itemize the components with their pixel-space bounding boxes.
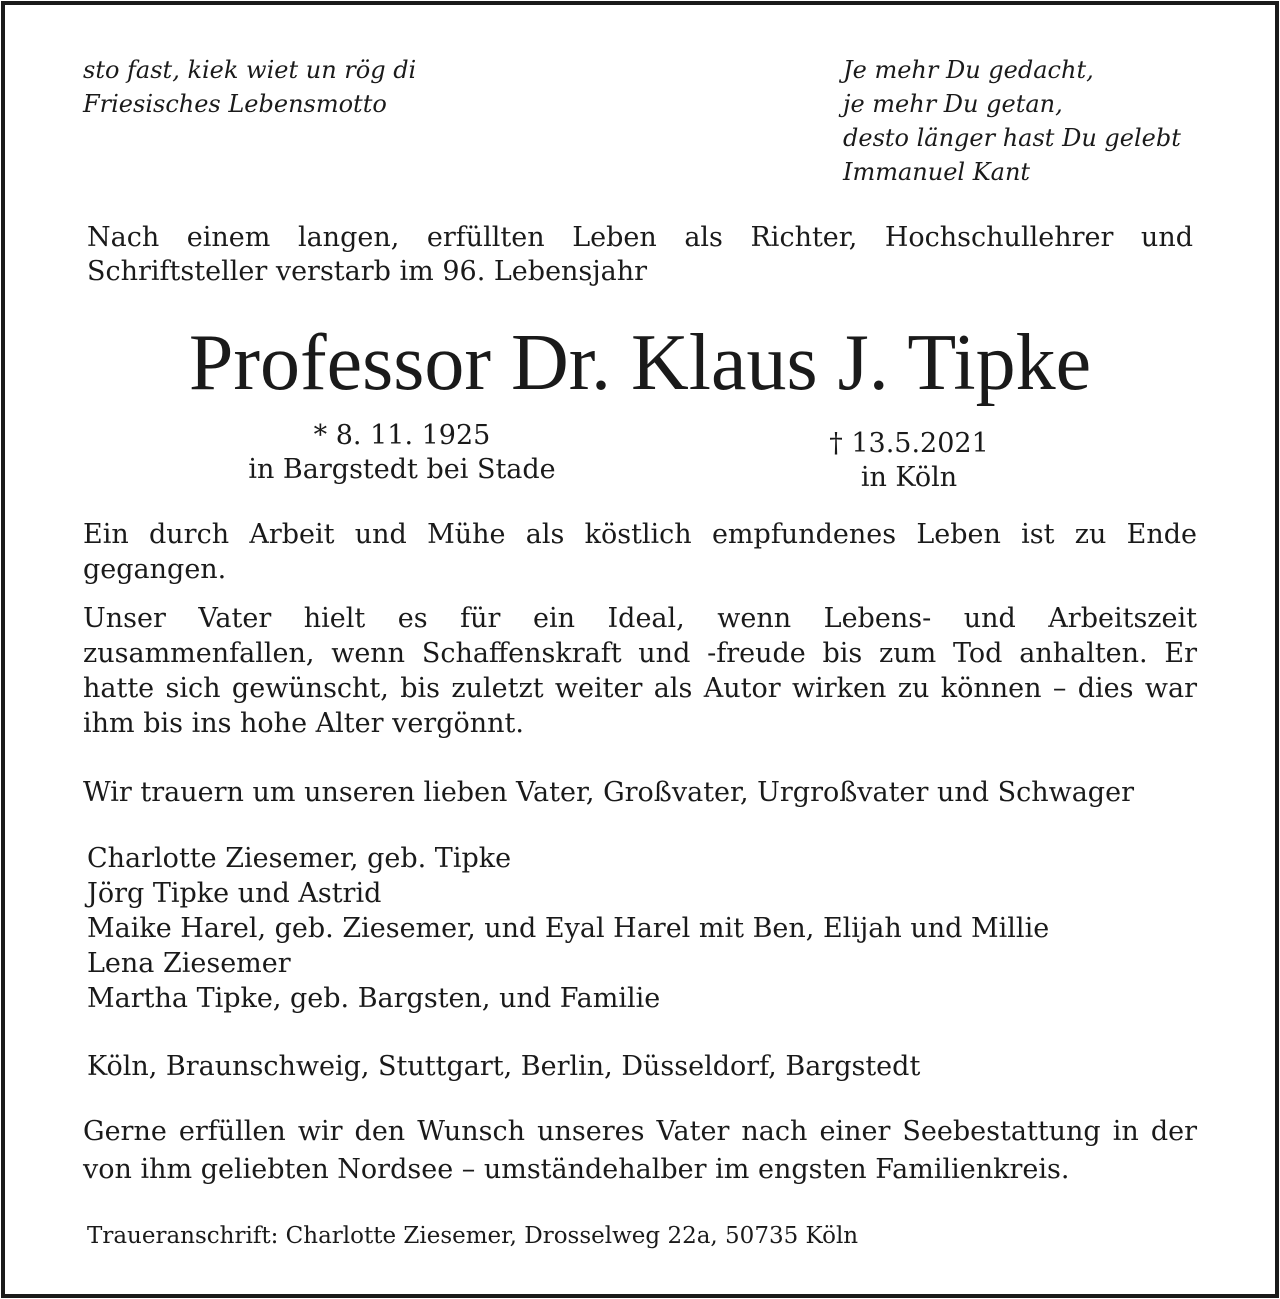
death-info [789, 427, 1029, 495]
quote-author: Immanuel Kant [843, 158, 1031, 186]
paragraph-burial: Gerne erfüllen wir den Wunsch unseres Vater nach einer Seebestattung in der von ihm geliebten Nordsee – umständehalber im engsten Familienkreis. [83, 1116, 1197, 1185]
places-line: Köln, Braunschweig, Stuttgart, Berlin, Düsseldorf, Bargstedt [87, 1051, 921, 1082]
frisian-motto [83, 53, 416, 121]
paragraph-life: Ein durch Arbeit und Mühe als köstlich empfundenes Leben ist zu Ende gegangen. [83, 519, 1197, 585]
mourning-address: Traueranschrift: Charlotte Ziesemer, Drosselweg 22a, 50735 Köln [87, 1223, 859, 1249]
family-member: Maike Harel, geb. Ziesemer, und Eyal Harel mit Ben, Elijah und Millie [87, 913, 1050, 944]
family-member: Martha Tipke, geb. Bargsten, und Familie [87, 983, 661, 1014]
family-member: Lena Ziesemer [87, 948, 291, 979]
birth-info [219, 419, 585, 487]
paragraph-ideal: Unser Vater hielt es für ein Ideal, wenn Lebens- und Arbeitszeit zusammenfallen, wenn Schaffenskraft und -freude bis zum Tod anhalten. Er hatte sich gewünscht, bis zuletzt weiter als Autor wirken zu können – dies war ihm bis ins hohe Alter vergönnt. [83, 603, 1197, 739]
deceased-name: Professor Dr. Klaus J. Tipke [188, 319, 1092, 407]
death-date: † 13.5.2021 [829, 428, 989, 459]
motto-left-line: Friesisches Lebensmotto [83, 90, 387, 118]
quote-line: Je mehr Du gedacht, [843, 56, 1094, 84]
intro-text: Nach einem langen, erfüllten Leben als Richter, Hochschullehrer und Schriftsteller verstarb im 96. Lebensjahr [87, 222, 1193, 287]
family-list [87, 841, 1049, 1016]
paragraph-mourning: Wir trauern um unseren lieben Vater, Großvater, Urgroßvater und Schwager [83, 777, 1134, 808]
obituary-notice [1, 1, 1279, 1298]
birth-date: * 8. 11. 1925 [313, 420, 491, 451]
death-place: in Köln [860, 462, 958, 493]
kant-quote [843, 53, 1181, 189]
quote-line: desto länger hast Du gelebt [843, 124, 1181, 152]
birth-place: in Bargstedt bei Stade [248, 454, 556, 485]
motto-left-line: sto fast, kiek wiet un rög di [83, 56, 417, 84]
family-member: Jörg Tipke und Astrid [87, 878, 382, 909]
quote-line: je mehr Du getan, [843, 90, 1063, 118]
family-member: Charlotte Ziesemer, geb. Tipke [87, 843, 512, 874]
